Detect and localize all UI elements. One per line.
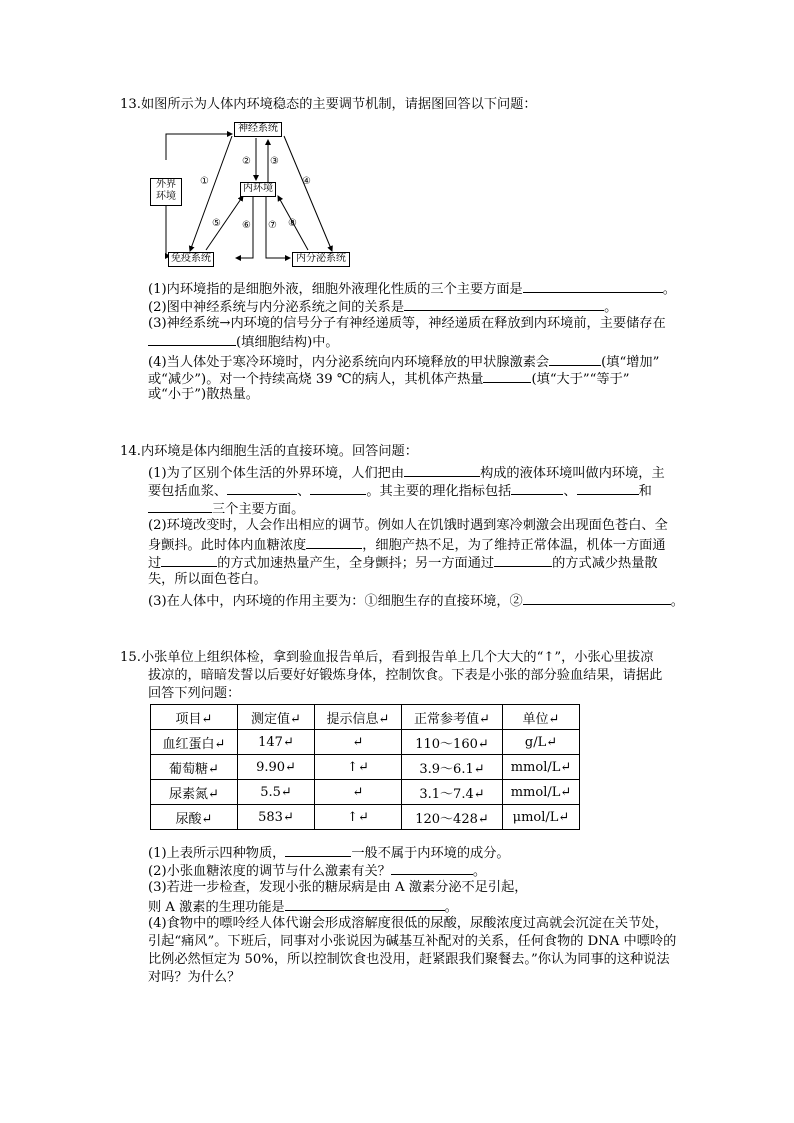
q14-p2-text-2: ，细胞产热不足，为了维持正常体温，机体一方面通 (362, 538, 666, 553)
q13-part3-line1: (3)神经系统→内环境的信号分子有神经递质等，神经递质在释放到内环境前，主要储存在 (148, 316, 666, 331)
q13-p1-end: 。 (662, 282, 676, 297)
q15-p2-end: 。 (472, 864, 487, 879)
q13-p4-hint-1: (填“增加” (601, 355, 660, 370)
q14-part1-line2 (148, 481, 652, 500)
q15-stem-line1: 15.小张单位上组织体检，拿到验血报告单后，看到报告单上几个大大的“↑”，小张心里拔凉 (120, 650, 654, 665)
cell-unit: mmol/L↵ (503, 780, 580, 805)
q15-part4-line1: (4)食物中的嘌呤经人体代谢会形成溶解度很低的尿酸，尿酸浓度过高就会沉淀在关节处， (148, 916, 668, 931)
arrow-label-1: ① (200, 176, 209, 187)
q15-stem-line3: 回答下列问题： (148, 686, 241, 701)
table-row (151, 730, 580, 755)
q13-p4-blank-2[interactable] (483, 369, 531, 383)
q15-stem-line2: 拔凉的，暗暗发誓以后要好好锻炼身体，控制饮食。下表是小张的部分验血结果，请据此 (148, 668, 663, 683)
cell-unit: μmol/L↵ (503, 805, 580, 830)
q14-part2-line4: 失，所以面色苍白。 (148, 572, 267, 587)
q15-p1-end: 一般不属于内环境的成分。 (351, 846, 510, 861)
box-endocrine-system: 内分泌系统 (292, 252, 350, 267)
q14-p2-text-3: 过 (148, 556, 162, 571)
cell-unit: g/L↵ (503, 730, 580, 755)
q14-part3 (148, 591, 684, 610)
cell-reference: 3.9～6.1↵ (402, 755, 503, 780)
cell-measured: 147↵ (238, 730, 315, 755)
q14-p1-sep-2: 、 (563, 484, 577, 499)
q14-p1-blank-1[interactable] (404, 463, 480, 477)
q13-p2-end: 。 (604, 300, 618, 315)
q14-p1-blank-4[interactable] (511, 481, 563, 495)
q14-p2-text-4: 的方式加速热量产生，全身颤抖；另一方面通过 (217, 556, 495, 571)
q14-p1-text-3: 要包括血浆、 (148, 484, 228, 499)
blood-test-table (150, 704, 580, 830)
q14-p1-text: (1)为了区别个体生活的外界环境，人们把由 (148, 466, 405, 481)
arrow-label-8: ⑧ (288, 218, 297, 229)
q14-p2-text: 身颤抖。此时体内血糖浓度 (148, 538, 307, 553)
table-row (151, 780, 580, 805)
q14-part2-line1: (2)环境改变时，人会作出相应的调节。例如人在饥饿时遇到寒冷刺激会出现面色苍白、全 (148, 518, 668, 533)
q15-part3-line2 (148, 897, 458, 916)
q14-p1-blank-2[interactable] (227, 481, 297, 495)
q14-part1-line3 (148, 499, 304, 518)
q14-p1-and: 和 (638, 484, 652, 499)
q14-p1-text-2: 构成的液体环境叫做内环境，主 (480, 466, 665, 481)
cell-measured: 9.90↵ (238, 755, 315, 780)
q13-p3-blank[interactable] (148, 332, 236, 346)
q14-p1-end: 三个主要方面。 (212, 502, 305, 517)
q13-part1 (148, 279, 676, 298)
cell-item: 尿酸↵ (151, 805, 238, 830)
q13-part2 (148, 297, 617, 316)
box-immune-system: 免疫系统 (168, 252, 214, 267)
arrow-label-7: ⑦ (268, 220, 277, 231)
header-reference: 正常参考值↵ (402, 705, 503, 730)
cell-unit: mmol/L↵ (503, 755, 580, 780)
q13-p4-text: (4)当人体处于寒冷环境时，内分泌系统向内环境释放的甲状腺激素会 (148, 355, 550, 370)
q15-part3-line1: (3)若进一步检查，发现小张的糖尿病是由 A 激素分泌不足引起， (148, 880, 528, 895)
q13-p1-blank[interactable] (523, 279, 663, 293)
arrow-label-2: ② (242, 156, 251, 167)
q15-p3-text: 则 A 激素的生理功能是 (148, 900, 285, 915)
header-item: 项目↵ (151, 705, 238, 730)
box-nervous-system: 神经系统 (234, 122, 282, 137)
q15-p2-text: (2)小张血糖浓度的调节与什么激素有关？ (148, 864, 391, 879)
cell-hint: ↑↵ (315, 805, 402, 830)
external-line-1: 外界 (156, 179, 176, 190)
q14-p3-text: (3)在人体中，内环境的作用主要为：①细胞生存的直接环境，② (148, 594, 523, 609)
q13-p4-text-2: 或“减少”)。对一个持续高烧 39 ℃的病人，其机体产热量 (148, 372, 484, 387)
regulation-diagram (148, 118, 358, 270)
table-header-row (151, 705, 580, 730)
box-external-environment (150, 178, 182, 206)
q13-p3-end: (填细胞结构)中。 (236, 335, 339, 350)
q13-p1-text: (1)内环境指的是细胞外液，细胞外液理化性质的三个主要方面是 (148, 282, 523, 297)
q15-p1-blank[interactable] (285, 843, 351, 857)
arrow-label-5: ⑤ (212, 218, 221, 229)
cell-item: 血红蛋白↵ (151, 730, 238, 755)
arrow-label-3: ③ (270, 156, 279, 167)
q15-part4-line3: 比例必然恒定为 50%，所以控制饮食也没用，赶紧跟我们聚餐去。”你认为同事的这种说法 (148, 952, 670, 967)
q13-p4-blank-1[interactable] (549, 352, 601, 366)
q13-p2-blank[interactable] (404, 297, 604, 311)
header-measured: 测定值↵ (238, 705, 315, 730)
cell-measured: 583↵ (238, 805, 315, 830)
q14-p1-sep-1: 、 (297, 484, 311, 499)
arrow-label-6: ⑥ (242, 220, 251, 231)
q13-part4-line3: 或“小于”)散热量。 (148, 387, 259, 402)
header-hint: 提示信息↵ (315, 705, 402, 730)
q13-part3-line2 (148, 332, 339, 351)
q14-p1-blank-3[interactable] (310, 481, 366, 495)
q15-part4-line2: 引起“痛风”。下班后，同事对小张说因为碱基互补配对的关系，任何食物的 DNA 中嘌呤的 (148, 934, 677, 949)
external-line-2: 环境 (156, 191, 176, 202)
q14-p2-blank-1[interactable] (306, 535, 362, 549)
header-unit: 单位↵ (503, 705, 580, 730)
q14-part2-line3 (148, 553, 658, 572)
q14-part2-line2 (148, 535, 666, 554)
box-internal-environment: 内环境 (240, 182, 276, 197)
cell-reference: 3.1～7.4↵ (402, 780, 503, 805)
q14-p2-blank-2[interactable] (161, 553, 217, 567)
q15-part1 (148, 843, 510, 862)
q14-p1-blank-5[interactable] (577, 481, 639, 495)
q15-part2 (148, 861, 486, 880)
q15-p2-blank[interactable] (391, 861, 473, 875)
cell-reference: 120～428↵ (402, 805, 503, 830)
q14-p3-blank[interactable] (523, 591, 671, 605)
q14-p2-blank-3[interactable] (494, 553, 552, 567)
arrow-label-4: ④ (302, 176, 311, 187)
q14-p1-blank-6[interactable] (148, 499, 212, 513)
table-row (151, 805, 580, 830)
cell-hint: ↑↵ (315, 755, 402, 780)
q14-p1-text-4: 。其主要的理化指标包括 (366, 484, 512, 499)
cell-item: 葡萄糖↵ (151, 755, 238, 780)
q13-p2-text: (2)图中神经系统与内分泌系统之间的关系是 (148, 300, 405, 315)
cell-measured: 5.5↵ (238, 780, 315, 805)
q13-p4-hint-2: (填“大于”“等于” (531, 372, 630, 387)
q15-part4-line4: 对吗？为什么？ (148, 970, 241, 985)
q14-p3-end: 。 (670, 594, 684, 609)
cell-item: 尿素氮↵ (151, 780, 238, 805)
q15-p1-text: (1)上表所示四种物质， (148, 846, 286, 861)
cell-reference: 110～160↵ (402, 730, 503, 755)
q15-p3-blank[interactable] (285, 897, 445, 911)
cell-hint: ↵ (315, 730, 402, 755)
q15-p3-end: 。 (444, 900, 458, 915)
cell-hint: ↵ (315, 780, 402, 805)
q14-p2-text-5: 的方式减少热量散 (552, 556, 658, 571)
q14-stem: 14.内环境是体内细胞生活的直接环境。回答问题： (120, 444, 418, 459)
table-row (151, 755, 580, 780)
q13-stem: 13.如图所示为人体内环境稳态的主要调节机制，请据图回答以下问题： (120, 97, 537, 112)
q14-part1-line1 (148, 463, 665, 482)
